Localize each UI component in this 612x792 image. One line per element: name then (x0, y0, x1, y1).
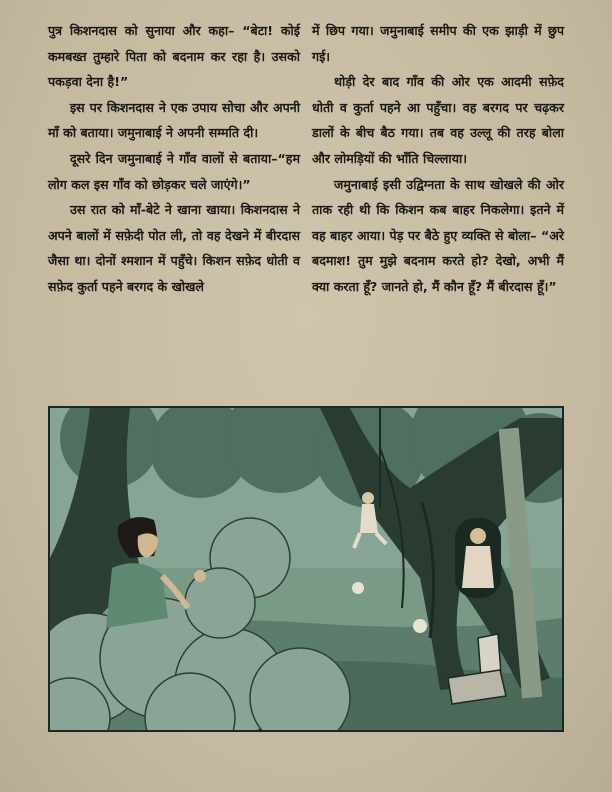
right-text-column (312, 18, 564, 300)
illustration-svg (50, 408, 562, 730)
forest-illustration (48, 406, 564, 732)
left-paragraph-4: उस रात को माँ-बेटे ने खाना खाया। किशनदास ने अपने बालों में सफ़ेदी पोत ली, तो वह देखने में बीरदास जैसा था। दोनों श्मशान में पहुँचे। किशन सफ़ेद धोती व सफ़ेद कुर्ता पहने बरगद के खोखले (48, 202, 300, 294)
right-paragraph-1: में छिप गया। जमुनाबाई समीप की एक झाड़ी में छुप गई। (312, 23, 564, 64)
left-paragraph-2: इस पर किशनदास ने एक उपाय सोचा और अपनी माँ को बताया। जमुनाबाई ने अपनी सम्मति दी। (48, 99, 300, 141)
right-paragraph-2: थोड़ी देर बाद गाँव की ओर एक आदमी सफ़ेद धोती व कुर्ता पहने आ पहुँचा। वह बरगद पर चढ़कर डालों के बीच बैठ गया। तब वह उल्लू की तरह बोला और लोमड़ियों की भाँति चिल्लाया। (312, 74, 564, 166)
right-paragraph-3: जमुनाबाई इसी उद्विग्नता के साथ खोखले की ओर ताक रही थी कि किशन कब बाहर निकलेगा। इतने में वह बाहर आया। पेड़ पर बैठे हुए व्यक्ति से बोला– “अरे बदमाश! तुम मुझे बदनाम करते हो? देखो, अभी मैं क्या करता हूँ? जानते हो, मैं कौन हूँ? मैं बीरदास हूँ।” (312, 176, 564, 294)
left-text-column (48, 18, 300, 300)
left-paragraph-3: दूसरे दिन जमुनाबाई ने गाँव वालों से बताया–“हम लोग कल इस गाँव को छोड़कर चले जाएंगे।” (48, 150, 300, 192)
left-paragraph-1: पुत्र किशनदास को सुनाया और कहा– “बेटा! कोई कमबख्त तुम्हारे पिता को बदनाम कर रहा है। उसको पकड़वा देना है!” (48, 23, 300, 90)
man-in-hollow (455, 518, 501, 598)
